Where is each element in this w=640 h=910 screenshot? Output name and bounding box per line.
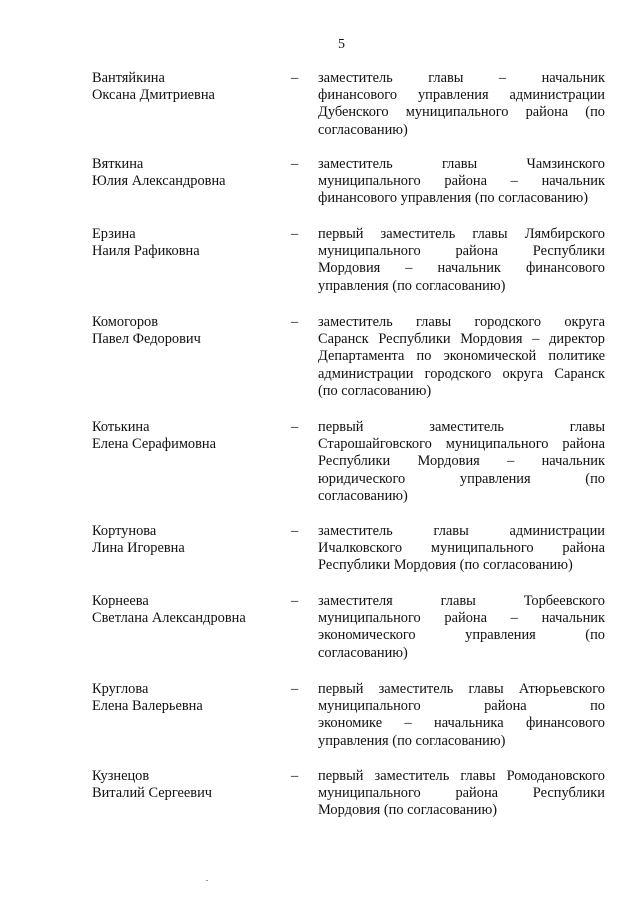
surname: Корнеева	[92, 593, 149, 609]
position-description	[318, 70, 605, 139]
person-name	[92, 70, 282, 104]
dash-separator: –	[291, 70, 299, 86]
description-line: муниципального района – начальник	[318, 610, 605, 627]
surname: Ерзина	[92, 226, 136, 242]
description-line: (по согласованию)	[318, 382, 432, 399]
description-line: муниципального района Республики	[318, 243, 605, 260]
description-line: экономического управления (по	[318, 627, 605, 644]
description-line: Республики Мордовия (по согласованию)	[318, 557, 573, 574]
description-line: юридического управления (по	[318, 470, 605, 487]
surname: Котькина	[92, 419, 150, 435]
surname: Круглова	[92, 681, 149, 697]
position-description	[318, 768, 605, 820]
given-name: Юлия Александровна	[92, 173, 226, 190]
description-line: управления (по согласованию)	[318, 277, 506, 294]
description-line: согласованию)	[318, 644, 408, 661]
description-line: Старошайговского муниципального района	[318, 436, 605, 453]
position-description	[318, 226, 605, 295]
dash-separator: –	[291, 681, 299, 697]
description-line: муниципального района Республики	[318, 785, 605, 802]
person-name	[92, 681, 282, 715]
given-name: Павел Федорович	[92, 331, 201, 348]
description-line: согласованию)	[318, 487, 408, 504]
description-line: первый заместитель главы Лямбирского	[318, 226, 605, 242]
position-description	[318, 523, 605, 575]
description-line: первый заместитель главы Атюрьевского	[318, 681, 605, 697]
dash-separator: –	[291, 768, 299, 784]
description-line: заместитель главы администрации	[318, 523, 605, 539]
given-name: Виталий Сергеевич	[92, 785, 213, 802]
surname: Кузнецов	[92, 768, 150, 784]
position-description	[318, 419, 605, 505]
description-line: управления (по согласованию)	[318, 732, 506, 749]
dash-separator: –	[291, 314, 299, 330]
dash-separator: –	[291, 593, 299, 609]
description-line: финансового управления администрации	[318, 87, 605, 104]
description-line: муниципального района по	[318, 698, 605, 715]
person-name	[92, 156, 282, 190]
surname: Кортунова	[92, 523, 157, 539]
description-line: Мордовия – начальник финансового	[318, 260, 605, 277]
person-name	[92, 314, 282, 348]
position-description	[318, 156, 605, 208]
description-line: Саранск Республики Мордовия – директор	[318, 331, 605, 348]
person-name	[92, 523, 282, 557]
surname: Вяткина	[92, 156, 144, 172]
description-line: заместитель главы городского округа	[318, 314, 605, 330]
position-description	[318, 681, 605, 750]
position-description	[318, 314, 605, 400]
given-name: Светлана Александровна	[92, 610, 246, 627]
description-line: Департамента по экономической политике	[318, 348, 605, 365]
given-name: Лина Игоревна	[92, 540, 185, 557]
given-name: Елена Серафимовна	[92, 436, 216, 453]
description-line: согласованию)	[318, 121, 408, 138]
description-line: Ичалковского муниципального района	[318, 540, 605, 557]
surname: Вантяйкина	[92, 70, 165, 86]
person-name	[92, 226, 282, 260]
description-line: Республики Мордовия – начальник	[318, 453, 605, 470]
description-line: Мордовия (по согласованию)	[318, 802, 497, 819]
description-line: муниципального района – начальник	[318, 173, 605, 190]
scan-speck	[206, 880, 208, 881]
description-line: администрации городского округа Саранск	[318, 365, 605, 382]
description-line: финансового управления (по согласованию)	[318, 190, 589, 207]
position-description	[318, 593, 605, 662]
person-name	[92, 419, 282, 453]
given-name: Елена Валерьевна	[92, 698, 203, 715]
given-name: Оксана Дмитриевна	[92, 87, 215, 104]
dash-separator: –	[291, 419, 299, 435]
dash-separator: –	[291, 226, 299, 242]
given-name: Наиля Рафиковна	[92, 243, 200, 260]
dash-separator: –	[291, 523, 299, 539]
surname: Комогоров	[92, 314, 159, 330]
dash-separator: –	[291, 156, 299, 172]
description-line: Дубенского муниципального района (по	[318, 104, 605, 121]
description-line: заместитель главы Чамзинского	[318, 156, 605, 172]
person-name	[92, 593, 282, 627]
description-line: экономике – начальника финансового	[318, 715, 605, 732]
description-line: заместителя главы Торбеевского	[318, 593, 605, 609]
description-line: заместитель главы – начальник	[318, 70, 605, 86]
person-name	[92, 768, 282, 802]
description-line: первый заместитель главы	[318, 419, 605, 435]
description-line: первый заместитель главы Ромодановского	[318, 768, 605, 784]
page-number: 5	[338, 37, 345, 52]
